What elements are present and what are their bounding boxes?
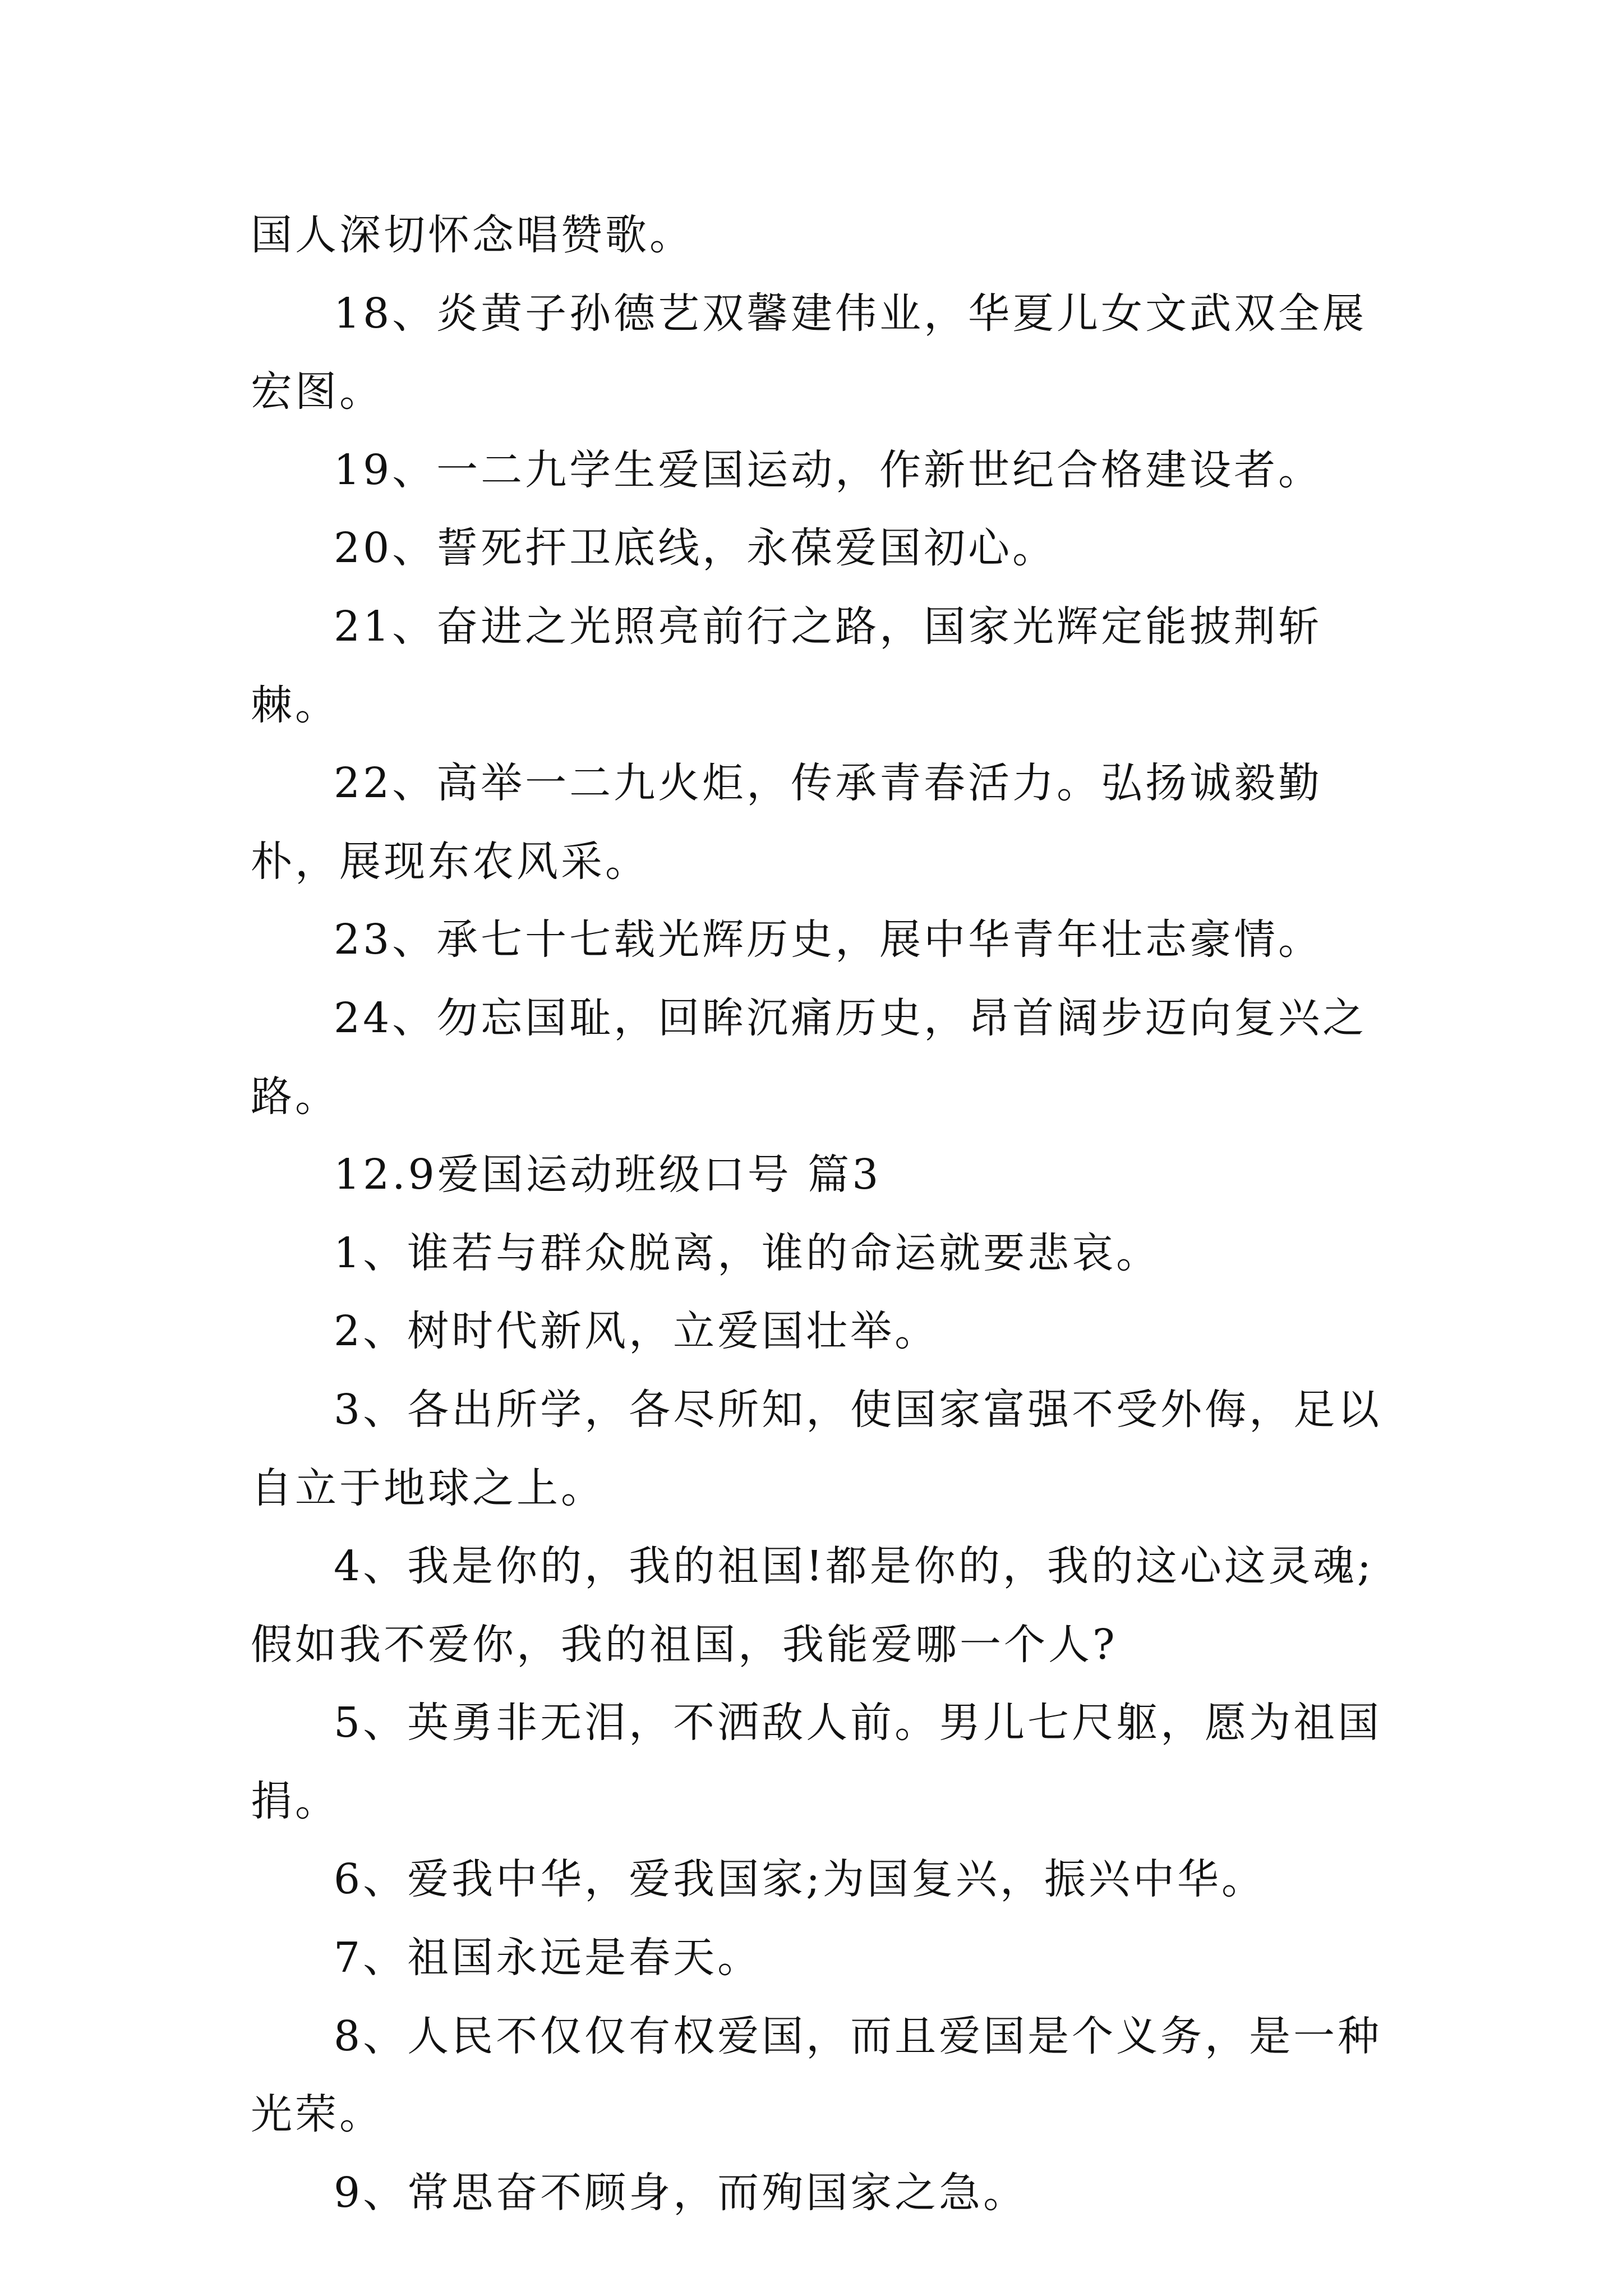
paragraph: 国人深切怀念唱赞歌。: [251, 211, 694, 259]
paragraph: 7、祖国永远是春天。: [334, 1934, 762, 1982]
paragraph: 6、爱我中华，爱我国家;为国复兴，振兴中华。: [334, 1855, 1266, 1904]
paragraph: 18、炎黄子孙德艺双馨建伟业，华夏儿女文武双全展宏图。: [251, 289, 1367, 416]
paragraph: 4、我是你的，我的祖国!都是你的，我的这心这灵魂;假如我不爱你，我的祖国，我能爱哪一个人?: [251, 1542, 1374, 1669]
paragraph: 8、人民不仅仅有权爱国，而且爱国是个义务，是一种光荣。: [251, 2012, 1382, 2139]
paragraph: 22、高举一二九火炬，传承青春活力。弘扬诚毅勤朴，展现东农风采。: [251, 759, 1323, 886]
paragraph: 9、常思奋不顾身，而殉国家之急。: [334, 2168, 1028, 2217]
paragraph: 24、勿忘国耻，回眸沉痛历史，昂首阔步迈向复兴之路。: [251, 993, 1367, 1121]
section-heading: 12.9爱国运动班级口号 篇3: [334, 1151, 882, 1199]
paragraph: 5、英勇非无泪，不洒敌人前。男儿七尺躯，愿为祖国捐。: [251, 1699, 1382, 1825]
document-body: [251, 196, 1384, 2232]
paragraph: 1、谁若与群众脱离，谁的命运就要悲哀。: [334, 1228, 1161, 1277]
paragraph: 20、誓死扞卫底线，永葆爱国初心。: [334, 524, 1057, 573]
paragraph: 3、各出所学，各尽所知，使国家富强不受外侮，足以自立于地球之上。: [251, 1385, 1382, 1512]
paragraph: 2、树时代新风，立爱国壮举。: [334, 1307, 939, 1356]
paragraph: 21、奋进之光照亮前行之路，国家光辉定能披荆斩棘。: [251, 602, 1323, 729]
paragraph: 19、一二九学生爱国运动，作新世纪合格建设者。: [334, 445, 1323, 494]
paragraph: 23、承七十七载光辉历史，展中华青年壮志豪情。: [334, 915, 1323, 964]
